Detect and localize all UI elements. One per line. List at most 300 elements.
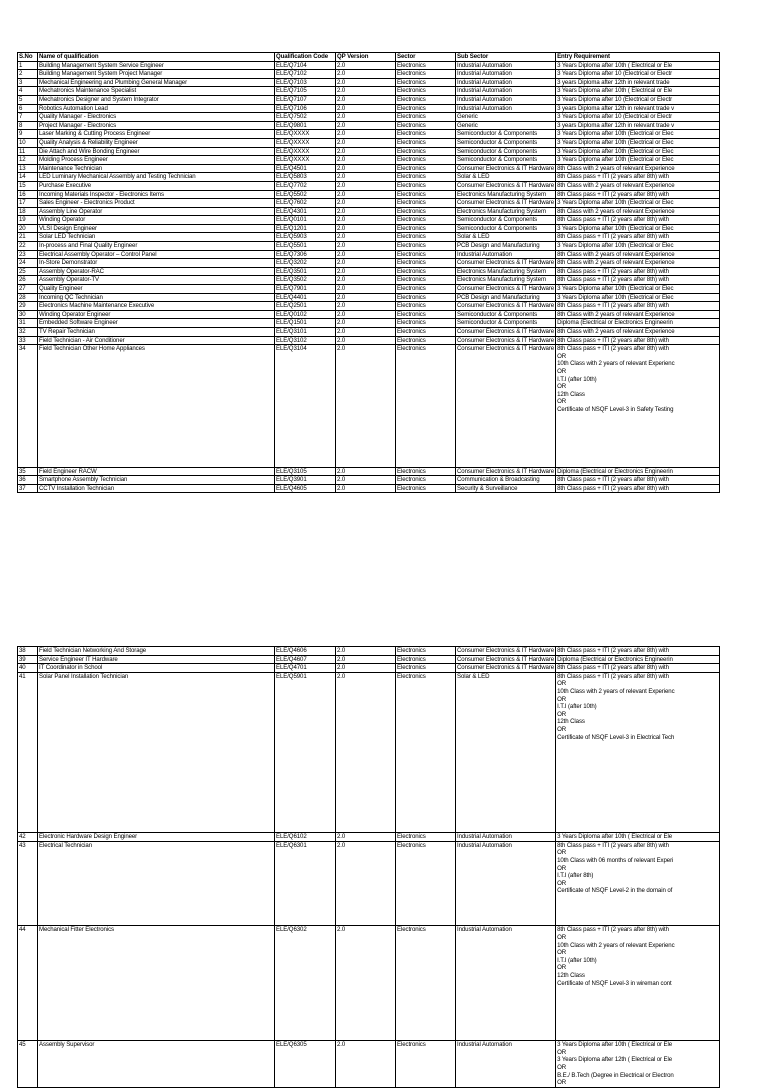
qualification-table-2 <box>17 646 720 1088</box>
serial-number-cell: 37 <box>18 484 38 493</box>
sub-sector-cell: Consumer Electronics & IT Hardware <box>457 647 555 654</box>
sub-sector-cell: Industrial Automation <box>456 104 556 113</box>
entry-requirement-cell <box>556 164 720 173</box>
qualification-name-cell: Maintenance Technician <box>38 164 275 173</box>
entry-requirement-line: I.T.I (after 10th) <box>557 703 597 711</box>
qualification-code-cell: ELE/Q1201 <box>275 224 336 233</box>
entry-requirement-line <box>557 794 718 802</box>
serial-number-cell: 18 <box>18 207 38 216</box>
sector-cell: Electronics <box>396 345 456 468</box>
serial-number-cell: 21 <box>18 233 38 242</box>
entry-requirement-cell <box>556 484 720 493</box>
qualification-code-cell: ELE/Q4301 <box>275 207 336 216</box>
entry-requirement-cell <box>556 121 720 130</box>
entry-requirement-line: 8th Class pass + ITI (2 years after 8th) with <box>557 302 669 310</box>
serial-number-cell: 3 <box>18 78 38 87</box>
serial-number-cell: 42 <box>18 833 38 842</box>
sub-sector-cell: Security & Surveillance <box>456 484 556 493</box>
qualification-code-cell: ELE/Q4701 <box>275 664 336 673</box>
entry-requirement-cell <box>556 302 720 311</box>
table-row <box>18 841 720 926</box>
entry-requirement-line: B.E./ B.Tech (Degree in Electrical or Electron <box>557 1071 674 1079</box>
sector-cell: Electronics <box>396 121 456 130</box>
table-row <box>18 484 720 493</box>
entry-requirement-line <box>557 741 718 749</box>
entry-requirement-line: 3 Years Diploma after 10th (Electrical or Elec <box>557 147 674 155</box>
sub-sector-cell: Industrial Automation <box>456 70 556 79</box>
serial-number-cell: 35 <box>18 467 38 476</box>
entry-requirement-cell <box>556 95 720 104</box>
table-row <box>18 95 720 104</box>
qualification-name-cell: In-Store Demonstrator <box>38 259 275 268</box>
qp-version-cell: 2.0 <box>336 181 396 190</box>
serial-number-cell: 12 <box>18 156 38 165</box>
entry-requirement-cell <box>556 156 720 165</box>
entry-requirement-line: 8th Class pass + ITI (2 years after 8th) with <box>557 926 669 934</box>
qualification-code-cell: ELE/Q1501 <box>275 319 336 328</box>
qualification-code-cell: ELE/Q9801 <box>275 121 336 130</box>
entry-requirement-line <box>557 995 718 1003</box>
sector-cell: Electronics <box>396 224 456 233</box>
qualification-code-cell: ELE/Q7702 <box>275 181 336 190</box>
qualification-code-cell: ELE/Q5903 <box>275 233 336 242</box>
serial-number-cell: 27 <box>18 285 38 294</box>
qualification-name-cell: Winding Operator Engineer <box>38 310 275 319</box>
entry-requirement-cell <box>556 70 720 79</box>
qualification-code-cell: ELE/Q7102 <box>275 70 336 79</box>
qualification-code-cell: ELE/Q7602 <box>275 199 336 208</box>
sector-cell: Electronics <box>396 476 456 485</box>
entry-requirement-line: 8th Class with 2 years of relevant Experience <box>557 310 675 318</box>
sub-sector-cell: PCB Design and Manufacturing <box>456 293 556 302</box>
entry-requirement-cell <box>556 147 720 156</box>
sub-sector-cell: Consumer Electronics & IT Hardware <box>457 181 555 189</box>
serial-number-cell: 31 <box>18 319 38 328</box>
qualification-name-cell: Building Management System Project Manager <box>38 70 275 79</box>
qualification-name-cell: Mechatronics Designer and System Integrator <box>38 95 275 104</box>
sub-sector-cell: Industrial Automation <box>456 87 556 96</box>
qp-version-cell: 2.0 <box>336 121 396 130</box>
entry-requirement-line: 3 Years Diploma after 10th (Electrical or Elec <box>557 199 674 207</box>
entry-requirement-line: 8th Class with 2 years of relevant Experience <box>557 259 675 267</box>
serial-number-cell: 25 <box>18 267 38 276</box>
table-row <box>18 156 720 165</box>
sub-sector-cell: Industrial Automation <box>456 841 556 926</box>
qp-version-cell: 2.0 <box>336 319 396 328</box>
qp-version-cell: 2.0 <box>336 173 396 182</box>
entry-requirement-line: 12th Class <box>557 390 585 398</box>
sub-sector-cell: Industrial Automation <box>456 833 556 842</box>
entry-requirement-line: OR <box>557 849 567 857</box>
qualification-name-cell: TV Repair Technician <box>38 328 275 337</box>
entry-requirement-line: I.T.I (after 10th) <box>557 375 597 383</box>
qp-version-cell: 2.0 <box>336 138 396 147</box>
entry-requirement-line: 10th Class with 2 years of relevant Experienc <box>557 941 675 949</box>
qualification-name-cell: Embedded Software Engineer <box>38 319 275 328</box>
entry-requirement-cell <box>556 319 720 328</box>
entry-requirement-cell <box>556 61 720 70</box>
qualification-code-cell: ELE/Q5901 <box>275 672 336 832</box>
sector-cell: Electronics <box>396 276 456 285</box>
table-row <box>18 216 720 225</box>
sector-cell: Electronics <box>396 926 456 1041</box>
table-row <box>18 345 720 468</box>
qp-version-cell: 2.0 <box>336 345 396 468</box>
qualification-code-cell: ELE/Q7502 <box>275 113 336 122</box>
table-row <box>18 207 720 216</box>
entry-requirement-cell <box>556 190 720 199</box>
qp-version-cell: 2.0 <box>336 61 396 70</box>
table-row <box>18 164 720 173</box>
qualification-name-cell: Field Engineer RACW <box>38 467 275 476</box>
entry-requirement-line <box>557 1033 718 1041</box>
entry-requirement-line: 3 years Diploma after 12th in relevant trade v <box>557 121 675 129</box>
entry-requirement-line: 8th Class pass + ITI (2 years after 8th) with <box>557 647 669 654</box>
serial-number-cell: 34 <box>18 345 38 468</box>
qp-version-cell: 2.0 <box>336 647 396 656</box>
qualification-name-cell: In-process and Final Quality Engineer <box>38 242 275 251</box>
entry-requirement-cell <box>556 672 720 832</box>
column-header: Sector <box>396 53 456 62</box>
column-header: Qualification Code <box>275 53 336 62</box>
qp-version-cell: 2.0 <box>336 1041 396 1088</box>
serial-number-cell: 2 <box>18 70 38 79</box>
entry-requirement-line: 3 Years Diploma after 10th ( Electrical or Ele <box>557 87 673 95</box>
qualification-name-cell: Quality Engineer <box>38 285 275 294</box>
serial-number-cell: 39 <box>18 655 38 664</box>
qualification-code-cell: ELE/Q3105 <box>275 467 336 476</box>
qp-version-cell: 2.0 <box>336 147 396 156</box>
entry-requirement-line: 3 Years Diploma after 12th ( Electrical or Ele <box>557 1056 673 1064</box>
qualification-name-cell: Field Technician Networking And Storage <box>38 647 275 656</box>
sub-sector-cell: Consumer Electronics & IT Hardware <box>457 199 555 207</box>
serial-number-cell: 30 <box>18 310 38 319</box>
qp-version-cell: 2.0 <box>336 336 396 345</box>
sub-sector-cell: Consumer Electronics & IT Hardware <box>457 302 555 310</box>
table-row <box>18 147 720 156</box>
qualification-code-cell: ELE/Q3202 <box>275 259 336 268</box>
table-row <box>18 276 720 285</box>
qualification-name-cell: Laser Marking & Cutting Process Engineer <box>38 130 275 139</box>
entry-requirement-line <box>557 1025 718 1033</box>
entry-requirement-line: 3 Years Diploma after 10th ( Electrical or Ele <box>557 1041 673 1049</box>
table-row <box>18 259 720 268</box>
qualification-code-cell: ELE/Q3501 <box>275 267 336 276</box>
serial-number-cell: 20 <box>18 224 38 233</box>
entry-requirement-line: 8th Class pass + ITI (2 years after 8th) with <box>557 190 669 198</box>
table-row <box>18 302 720 311</box>
qualification-code-cell: ELE/Q7901 <box>275 285 336 294</box>
entry-requirement-cell <box>556 841 720 926</box>
sub-sector-cell: Consumer Electronics & IT Hardware <box>457 164 555 172</box>
sub-sector-cell: Generic <box>456 121 556 130</box>
serial-number-cell: 29 <box>18 302 38 311</box>
entry-requirement-line: 8th Class pass + ITI (2 years after 8th) with <box>557 216 669 224</box>
entry-requirement-cell <box>556 293 720 302</box>
entry-requirement-cell <box>556 345 720 468</box>
sub-sector-cell: Solar & LED <box>456 173 556 182</box>
entry-requirement-line: 3 Years Diploma after 10th (Electrical or Elec <box>557 293 674 301</box>
table-row <box>18 328 720 337</box>
entry-requirement-line: 8th Class with 2 years of relevant Experience <box>557 181 675 189</box>
entry-requirement-line: Diploma (Electrical or Electronics Engineerin <box>557 467 673 475</box>
entry-requirement-line <box>557 1010 718 1018</box>
entry-requirement-cell <box>556 647 720 656</box>
qp-version-cell: 2.0 <box>336 672 396 832</box>
entry-requirement-line: OR <box>557 695 567 703</box>
entry-requirement-line: 8th Class pass + ITI (2 years after 8th) with <box>557 267 669 275</box>
sector-cell: Electronics <box>396 242 456 251</box>
qualification-table-1 <box>17 52 720 493</box>
qualification-name-cell: CCTV Installation Technician <box>38 484 275 493</box>
table-row <box>18 181 720 190</box>
sector-cell: Electronics <box>396 173 456 182</box>
entry-requirement-line: Certificate of NSQF Level-3 in Safety Testing <box>557 405 674 413</box>
entry-requirement-cell <box>556 664 720 673</box>
sector-cell: Electronics <box>396 156 456 165</box>
sub-sector-cell: Communication & Broadcasting <box>456 476 556 485</box>
qp-version-cell: 2.0 <box>336 285 396 294</box>
entry-requirement-line: OR <box>557 367 567 375</box>
sector-cell: Electronics <box>396 302 456 311</box>
sub-sector-cell: Electronics Manufacturing System <box>456 276 556 285</box>
entry-requirement-line: 3 Years Diploma after 10 (Electrical or Electr <box>557 95 673 103</box>
entry-requirement-line: 3 Years Diploma after 10th (Electrical or Elec <box>557 138 674 146</box>
entry-requirement-line <box>557 452 718 460</box>
qp-version-cell: 2.0 <box>336 267 396 276</box>
sector-cell: Electronics <box>396 833 456 842</box>
table-row <box>18 672 720 832</box>
entry-requirement-cell <box>556 242 720 251</box>
qp-version-cell: 2.0 <box>336 841 396 926</box>
entry-requirement-line: OR <box>557 680 567 688</box>
entry-requirement-line: 8th Class pass + ITI (2 years after 8th) with <box>557 672 669 680</box>
sector-cell: Electronics <box>396 164 456 173</box>
qualification-code-cell: ELE/Q5803 <box>275 173 336 182</box>
qp-version-cell: 2.0 <box>336 276 396 285</box>
entry-requirement-line: 3 Years Diploma after 10th ( Electrical or Ele <box>557 833 673 841</box>
qualification-code-cell: ELE/Q7306 <box>275 250 336 259</box>
sector-cell: Electronics <box>396 1041 456 1088</box>
entry-requirement-line: Certificate of NSQF Level-3 in Electrical Tech <box>557 733 675 741</box>
sub-sector-cell: Semiconductor & Components <box>456 138 556 147</box>
serial-number-cell: 13 <box>18 164 38 173</box>
qualification-name-cell: Solar Panel Installation Technician <box>38 672 275 832</box>
sector-cell: Electronics <box>396 319 456 328</box>
entry-requirement-line <box>557 756 718 764</box>
qualification-name-cell: LED Luminary Mechanical Assembly and Testing Technician <box>38 173 275 182</box>
sub-sector-cell: Semiconductor & Components <box>456 224 556 233</box>
qualification-name-cell: Molding Process Engineer <box>38 156 275 165</box>
entry-requirement-cell <box>556 467 720 476</box>
entry-requirement-line <box>557 429 718 437</box>
entry-requirement-line: I.T.I (after 10th) <box>557 956 597 964</box>
qp-version-cell: 2.0 <box>336 224 396 233</box>
qp-version-cell: 2.0 <box>336 156 396 165</box>
qualification-name-cell: Die Attach and Wire Bonding Engineer <box>38 147 275 156</box>
sub-sector-cell: Industrial Automation <box>456 250 556 259</box>
qualification-name-cell: Mechanical Engineering and Plumbing General Manager <box>38 78 275 87</box>
entry-requirement-cell <box>556 476 720 485</box>
qp-version-cell: 2.0 <box>336 664 396 673</box>
sub-sector-cell: Semiconductor & Components <box>456 310 556 319</box>
entry-requirement-line: 3 Years Diploma after 10 (Electrical or Electr <box>557 70 673 78</box>
entry-requirement-line <box>557 817 718 825</box>
qualification-name-cell: Electrical Assembly Operator – Control Panel <box>38 250 275 259</box>
serial-number-cell: 19 <box>18 216 38 225</box>
entry-requirement-line: 8th Class pass + ITI (2 years after 8th) with <box>557 233 669 241</box>
sub-sector-cell: Consumer Electronics & IT Hardware <box>457 328 555 335</box>
sub-sector-cell: Consumer Electronics & IT Hardware <box>456 345 556 468</box>
serial-number-cell: 32 <box>18 328 38 337</box>
entry-requirement-line <box>557 414 718 422</box>
sector-cell: Electronics <box>396 293 456 302</box>
entry-requirement-line <box>557 903 718 911</box>
entry-requirement-line <box>557 421 718 429</box>
sector-cell: Electronics <box>396 181 456 190</box>
sub-sector-cell: Consumer Electronics & IT Hardware <box>457 664 555 672</box>
qualification-code-cell: ELE/QXXXX <box>275 156 336 165</box>
qualification-name-cell: Winding Operator <box>38 216 275 225</box>
entry-requirement-cell <box>556 250 720 259</box>
entry-requirement-line: 10th Class with 2 years of relevant Experienc <box>557 360 675 368</box>
table-row <box>18 250 720 259</box>
entry-requirement-line: I.T.I (after 8th) <box>557 872 594 880</box>
entry-requirement-line <box>557 1002 718 1010</box>
qualification-name-cell: Assembly Operator-TV <box>38 276 275 285</box>
sub-sector-cell: Semiconductor & Components <box>456 319 556 328</box>
qualification-code-cell: ELE/Q4401 <box>275 293 336 302</box>
sub-sector-cell: Semiconductor & Components <box>456 216 556 225</box>
entry-requirement-line: OR <box>557 725 567 733</box>
qualification-code-cell: ELE/Q3502 <box>275 276 336 285</box>
entry-requirement-line <box>557 459 718 467</box>
entry-requirement-line: 3 Years Diploma after 10th (Electrical or Elec <box>557 224 674 232</box>
column-header: Entry Requirement <box>556 53 720 62</box>
entry-requirement-cell <box>556 285 720 294</box>
qp-version-cell: 2.0 <box>336 130 396 139</box>
serial-number-cell: 40 <box>18 664 38 673</box>
table-row <box>18 199 720 208</box>
table-row <box>18 78 720 87</box>
qualification-code-cell: ELE/Q4607 <box>275 655 336 664</box>
serial-number-cell: 22 <box>18 242 38 251</box>
sector-cell: Electronics <box>396 104 456 113</box>
table-row <box>18 224 720 233</box>
qp-version-cell: 2.0 <box>336 70 396 79</box>
column-header: Sub Sector <box>456 53 556 62</box>
sector-cell: Electronics <box>396 467 456 476</box>
entry-requirement-line <box>557 895 718 903</box>
entry-requirement-line: 12th Class <box>557 718 585 726</box>
qualification-name-cell: Quality Manager - Electronics <box>38 113 275 122</box>
entry-requirement-line: OR <box>557 1048 567 1056</box>
sector-cell: Electronics <box>396 147 456 156</box>
entry-requirement-line: OR <box>557 949 567 957</box>
table-row <box>18 113 720 122</box>
entry-requirement-line: OR <box>557 879 567 887</box>
sub-sector-cell: Consumer Electronics & IT Hardware <box>457 285 555 293</box>
entry-requirement-line: 8th Class with 2 years of relevant Experience <box>557 207 675 215</box>
entry-requirement-line <box>557 749 718 757</box>
entry-requirement-line <box>557 910 718 918</box>
entry-requirement-line <box>557 787 718 795</box>
entry-requirement-cell <box>556 224 720 233</box>
entry-requirement-line: OR <box>557 1079 567 1087</box>
entry-requirement-cell <box>556 199 720 208</box>
sector-cell: Electronics <box>396 336 456 345</box>
qp-version-cell: 2.0 <box>336 302 396 311</box>
entry-requirement-line: 3 Years Diploma after 10th (Electrical or Elec <box>557 285 674 293</box>
qualification-code-cell: ELE/QXXXX <box>275 138 336 147</box>
table-row <box>18 173 720 182</box>
table-row <box>18 267 720 276</box>
qp-version-cell: 2.0 <box>336 216 396 225</box>
sector-cell: Electronics <box>396 207 456 216</box>
sub-sector-cell: Consumer Electronics & IT Hardware <box>457 467 555 475</box>
entry-requirement-cell <box>556 336 720 345</box>
qp-version-cell: 2.0 <box>336 164 396 173</box>
serial-number-cell: 28 <box>18 293 38 302</box>
qualification-code-cell: ELE/Q2501 <box>275 302 336 311</box>
entry-requirement-cell <box>556 207 720 216</box>
sub-sector-cell: Solar & LED <box>456 672 556 832</box>
table-row <box>18 1041 720 1088</box>
serial-number-cell: 33 <box>18 336 38 345</box>
sector-cell: Electronics <box>396 61 456 70</box>
qualification-code-cell: ELE/QXXXX <box>275 130 336 139</box>
qualification-code-cell: ELE/Q3901 <box>275 476 336 485</box>
table-row <box>18 130 720 139</box>
sector-cell: Electronics <box>396 78 456 87</box>
entry-requirement-cell <box>556 310 720 319</box>
entry-requirement-cell <box>556 87 720 96</box>
table-row <box>18 647 720 656</box>
entry-requirement-line: OR <box>557 1064 567 1072</box>
table-row <box>18 121 720 130</box>
sub-sector-cell: Industrial Automation <box>456 926 556 1041</box>
qualification-name-cell: Smartphone Assembly Technician <box>38 476 275 485</box>
entry-requirement-line: OR <box>557 710 567 718</box>
entry-requirement-cell <box>556 138 720 147</box>
entry-requirement-line: 8th Class with 2 years of relevant Experience <box>557 250 675 258</box>
qualification-name-cell: Robotics Automation Lead <box>38 104 275 113</box>
sector-cell: Electronics <box>396 647 456 656</box>
sector-cell: Electronics <box>396 655 456 664</box>
table-row <box>18 476 720 485</box>
qualification-code-cell: ELE/Q6301 <box>275 841 336 926</box>
entry-requirement-cell <box>556 216 720 225</box>
qp-version-cell: 2.0 <box>336 199 396 208</box>
qualification-name-cell: Service Engineer IT Hardware <box>38 655 275 664</box>
qualification-name-cell: Building Management System Service Engineer <box>38 61 275 70</box>
qualification-name-cell: Solar LED Technician <box>38 233 275 242</box>
qualification-name-cell: Incoming QC Technician <box>38 293 275 302</box>
entry-requirement-line <box>557 444 718 452</box>
qualification-code-cell: ELE/Q3104 <box>275 345 336 468</box>
entry-requirement-line: OR <box>557 398 567 406</box>
entry-requirement-line: 10th Class with 2 years of relevant Experienc <box>557 687 675 695</box>
serial-number-cell: 44 <box>18 926 38 1041</box>
sector-cell: Electronics <box>396 310 456 319</box>
qualification-name-cell: Project Manager - Electronics <box>38 121 275 130</box>
entry-requirement-line: 8th Class pass + ITI (2 years after 8th) with <box>557 476 669 484</box>
qp-version-cell: 2.0 <box>336 926 396 1041</box>
sector-cell: Electronics <box>396 95 456 104</box>
entry-requirement-cell <box>556 267 720 276</box>
entry-requirement-line: 8th Class pass + ITI (2 years after 8th) with <box>557 484 669 492</box>
sector-cell: Electronics <box>396 328 456 337</box>
